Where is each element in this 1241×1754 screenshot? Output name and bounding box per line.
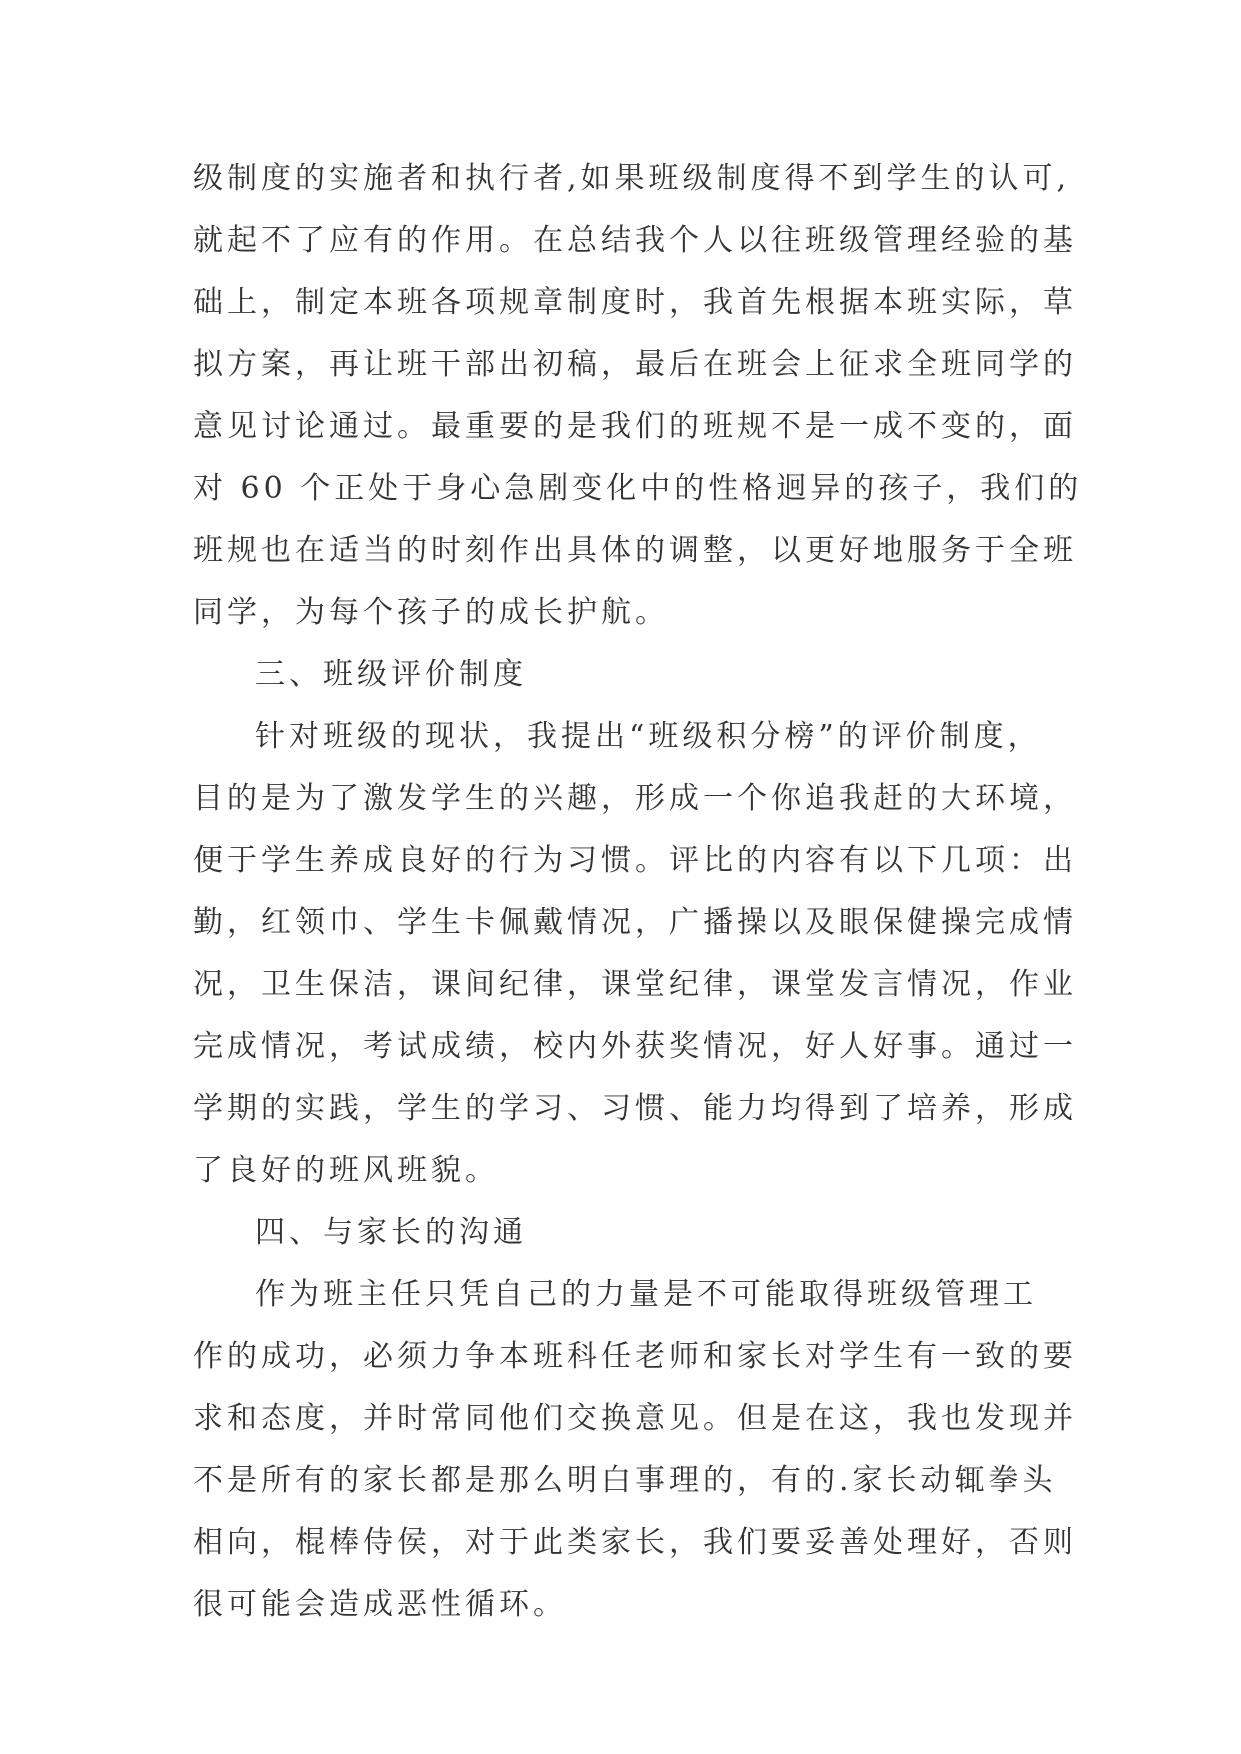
section-heading: 三、班级评价制度 — [255, 657, 527, 692]
paragraph-line: 意见讨论通过。最重要的是我们的班规不是一成不变的，面 — [193, 409, 1077, 444]
paragraph-line: 勤，红领巾、学生卡佩戴情况，广播操以及眼保健操完成情 — [193, 905, 1077, 940]
paragraph-line: 相向，棍棒侍侯，对于此类家长，我们要妥善处理好，否则 — [193, 1525, 1077, 1560]
paragraph-line: 拟方案，再让班干部出初稿，最后在班会上征求全班同学的 — [193, 347, 1077, 382]
section-heading: 四、与家长的沟通 — [255, 1215, 527, 1250]
paragraph-line: 级制度的实施者和执行者,如果班级制度得不到学生的认可, — [193, 161, 1071, 196]
paragraph-line: 班规也在适当的时刻作出具体的调整，以更好地服务于全班 — [193, 533, 1077, 568]
paragraph-line: 础上，制定本班各项规章制度时，我首先根据本班实际，草 — [193, 285, 1077, 320]
paragraph-line: 求和态度，并时常同他们交换意见。但是在这，我也发现并 — [193, 1401, 1077, 1436]
paragraph-line: 作的成功，必须力争本班科任老师和家长对学生有一致的要 — [193, 1339, 1077, 1374]
paragraph-line: 况，卫生保洁，课间纪律，课堂纪律，课堂发言情况，作业 — [193, 967, 1077, 1002]
paragraph-line: 便于学生养成良好的行为习惯。评比的内容有以下几项：出 — [193, 843, 1077, 878]
paragraph-line: 学期的实践，学生的学习、习惯、能力均得到了培养，形成 — [193, 1091, 1077, 1126]
paragraph-line: 完成情况，考试成绩，校内外获奖情况，好人好事。通过一 — [193, 1029, 1077, 1064]
paragraph-line: 同学，为每个孩子的成长护航。 — [193, 595, 669, 630]
paragraph-line: 很可能会造成恶性循环。 — [193, 1587, 567, 1622]
paragraph-line: 不是所有的家长都是那么明白事理的，有的.家长动辄拳头 — [193, 1463, 1057, 1498]
paragraph-line: 作为班主任只凭自己的力量是不可能取得班级管理工 — [255, 1277, 1037, 1312]
paragraph-line: 针对班级的现状，我提出“班级积分榜”的评价制度， — [255, 719, 1042, 754]
paragraph-line: 目的是为了激发学生的兴趣，形成一个你追我赶的大环境， — [193, 781, 1077, 816]
paragraph-line: 对 60 个正处于身心急剧变化中的性格迥异的孩子，我们的 — [193, 471, 1083, 506]
paragraph-line: 就起不了应有的作用。在总结我个人以往班级管理经验的基 — [193, 223, 1077, 258]
paragraph-line: 了良好的班风班貌。 — [193, 1153, 499, 1188]
